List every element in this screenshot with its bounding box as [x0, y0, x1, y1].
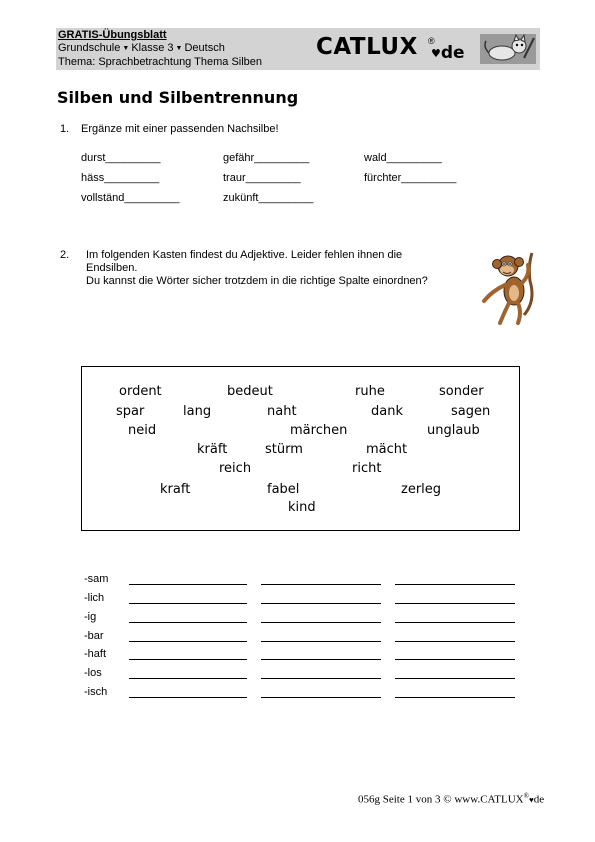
- word-item: fabel: [267, 482, 300, 497]
- task1-item[interactable]: traur_________: [223, 172, 301, 184]
- word-item: kräft: [197, 442, 228, 457]
- footer-suffix: de: [533, 793, 545, 806]
- task2-number: 2.: [60, 249, 70, 261]
- answer-blank[interactable]: [261, 603, 381, 604]
- suffix-label: -ig: [84, 611, 97, 623]
- logo-main-text: CATLUX: [316, 34, 418, 60]
- header-class-line: [58, 42, 225, 55]
- answer-blank[interactable]: [395, 697, 515, 698]
- answer-blank[interactable]: [395, 678, 515, 679]
- suffix-label: -sam: [84, 573, 109, 585]
- task2-line: Im folgenden Kasten findest du Adjektive. Leider fehlen ihnen die: [86, 249, 403, 261]
- answer-blank[interactable]: [261, 659, 381, 660]
- task1-instruction: Ergänze mit einer passenden Nachsilbe!: [81, 123, 279, 135]
- word-item: stürm: [265, 442, 303, 457]
- suffix-label: -haft: [84, 648, 107, 660]
- word-item: märchen: [290, 423, 348, 438]
- answer-blank[interactable]: [261, 678, 381, 679]
- cat-logo-icon: [480, 34, 536, 64]
- answer-blank[interactable]: [395, 641, 515, 642]
- answer-blank[interactable]: [129, 641, 247, 642]
- answer-blank[interactable]: [395, 622, 515, 623]
- task1-item[interactable]: gefähr_________: [223, 152, 310, 164]
- logo-registered-mark: ®: [428, 36, 435, 46]
- task1-item[interactable]: fürchter_________: [364, 172, 457, 184]
- header-subject: Deutsch: [184, 42, 225, 54]
- word-item: unglaub: [427, 423, 480, 438]
- word-item: kraft: [160, 482, 191, 497]
- answer-blank[interactable]: [395, 584, 515, 585]
- task1-item[interactable]: durst_________: [81, 152, 161, 164]
- answer-blank[interactable]: [129, 622, 247, 623]
- task1-item[interactable]: zukünft_________: [223, 192, 314, 204]
- answer-blank[interactable]: [261, 622, 381, 623]
- triangle-down-icon: ▼: [175, 45, 183, 52]
- word-item: dank: [371, 404, 403, 419]
- triangle-down-icon: ▼: [122, 45, 130, 52]
- task1-number: 1.: [60, 123, 70, 135]
- word-item: lang: [183, 404, 212, 419]
- task1-item[interactable]: wald_________: [364, 152, 442, 164]
- suffix-label: -los: [84, 667, 102, 679]
- word-item: sonder: [439, 384, 484, 399]
- logo-suffix: ♥de: [431, 43, 465, 63]
- suffix-label: -lich: [84, 592, 105, 604]
- word-item: ordent: [119, 384, 162, 399]
- word-item: neid: [128, 423, 157, 438]
- answer-blank[interactable]: [129, 603, 247, 604]
- word-item: richt: [352, 461, 382, 476]
- suffix-label: -bar: [84, 630, 104, 642]
- word-item: naht: [267, 404, 297, 419]
- page-footer: [358, 792, 544, 806]
- word-item: reich: [219, 461, 252, 476]
- answer-blank[interactable]: [261, 641, 381, 642]
- word-item: bedeut: [227, 384, 273, 399]
- heart-icon: ♥: [431, 47, 441, 60]
- word-item: kind: [288, 500, 316, 515]
- answer-blank[interactable]: [129, 678, 247, 679]
- suffix-label: -isch: [84, 686, 108, 698]
- task1-item[interactable]: vollständ_________: [81, 192, 180, 204]
- answer-blank[interactable]: [395, 659, 515, 660]
- answer-blank[interactable]: [395, 603, 515, 604]
- word-item: ruhe: [355, 384, 385, 399]
- monkey-icon: [478, 245, 540, 327]
- heart-icon: ♥: [528, 795, 534, 805]
- answer-blank[interactable]: [261, 697, 381, 698]
- catlux-logo: [306, 28, 540, 70]
- header-school: Grundschule: [58, 42, 121, 54]
- word-item: zerleg: [401, 482, 442, 497]
- answer-blank[interactable]: [261, 584, 381, 585]
- word-item: sagen: [451, 404, 491, 419]
- word-item: spar: [116, 404, 145, 419]
- answer-blank[interactable]: [129, 659, 247, 660]
- word-item: mächt: [366, 442, 408, 457]
- page-title: Silben und Silbentrennung: [57, 88, 299, 107]
- task1-item[interactable]: häss_________: [81, 172, 160, 184]
- footer-registered-mark: ®: [523, 792, 529, 800]
- task2-line: Du kannst die Wörter sicher trotzdem in die richtige Spalte einordnen?: [86, 275, 428, 287]
- header-topic: Thema: Sprachbetrachtung Thema Silben: [58, 56, 263, 68]
- footer-text: 056g Seite 1 von 3 © www.CATLUX: [358, 793, 524, 806]
- task2-line: Endsilben.: [86, 262, 138, 274]
- answer-blank[interactable]: [129, 697, 247, 698]
- answer-blank[interactable]: [129, 584, 247, 585]
- header-info-box: [56, 28, 306, 70]
- header-worksheet-label: GRATIS-Übungsblatt: [58, 29, 167, 41]
- header-grade: Klasse 3: [131, 42, 174, 54]
